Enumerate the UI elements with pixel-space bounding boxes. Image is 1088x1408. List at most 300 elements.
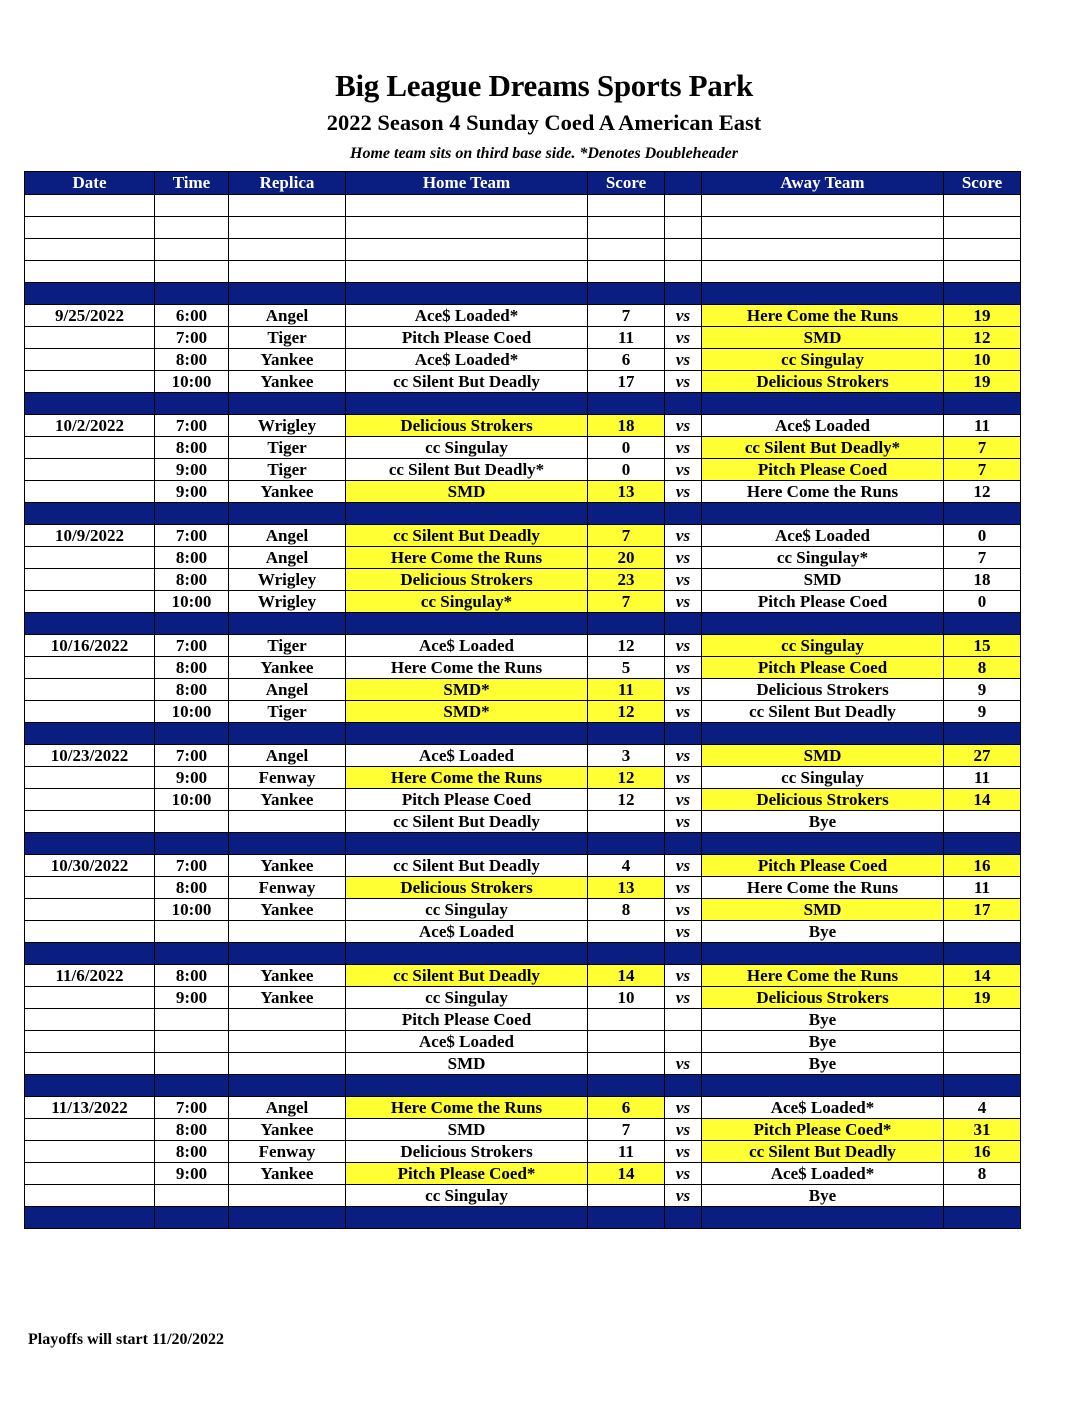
cell-away-score: 17 [944, 899, 1021, 921]
cell-date [25, 1031, 155, 1053]
cell-time: 8:00 [155, 437, 229, 459]
cell-date [25, 811, 155, 833]
cell-away-score: 31 [944, 1119, 1021, 1141]
separator-cell [702, 613, 944, 635]
cell-away-team: Ace$ Loaded [702, 415, 944, 437]
cell-away-team: Delicious Strokers [702, 371, 944, 393]
cell-time: 10:00 [155, 371, 229, 393]
cell-away-team: Here Come the Runs [702, 965, 944, 987]
separator-cell [229, 833, 346, 855]
game-row [25, 569, 1021, 591]
cell-home-score [588, 921, 665, 943]
schedule-body [25, 195, 1021, 1229]
cell-date [25, 921, 155, 943]
cell-home-score: 3 [588, 745, 665, 767]
cell-replica: Fenway [229, 877, 346, 899]
cell-home-score [588, 1031, 665, 1053]
cell-away-score: 12 [944, 327, 1021, 349]
cell-date [25, 767, 155, 789]
separator-cell [25, 613, 155, 635]
game-row [25, 1141, 1021, 1163]
separator-cell [25, 723, 155, 745]
cell-away-team: Bye [702, 1053, 944, 1075]
week-separator-row [25, 393, 1021, 415]
cell-vs: vs [665, 701, 702, 723]
cell-replica: Angel [229, 547, 346, 569]
cell-home-team: Ace$ Loaded* [346, 305, 588, 327]
page-subtitle: 2022 Season 4 Sunday Coed A American East [326, 110, 762, 135]
cell-away-score: 11 [944, 415, 1021, 437]
cell-away-score: 19 [944, 371, 1021, 393]
cell-date [25, 1163, 155, 1185]
cell-replica [229, 1009, 346, 1031]
cell-away-team: cc Silent But Deadly [702, 701, 944, 723]
cell-home-team: Pitch Please Coed [346, 789, 588, 811]
cell-home-score: 13 [588, 877, 665, 899]
cell-vs [665, 1009, 702, 1031]
game-row [25, 305, 1021, 327]
col-replica: Replica [229, 172, 346, 195]
cell-replica: Yankee [229, 481, 346, 503]
cell-home-team [346, 239, 588, 261]
footer-note: Playoffs will start 11/20/2022 [28, 1331, 224, 1348]
separator-cell [702, 943, 944, 965]
cell-time: 9:00 [155, 481, 229, 503]
game-row [25, 877, 1021, 899]
cell-replica [229, 1185, 346, 1207]
cell-away-team: Ace$ Loaded* [702, 1163, 944, 1185]
cell-away-team: Bye [702, 921, 944, 943]
cell-vs: vs [665, 1141, 702, 1163]
cell-away-score [944, 921, 1021, 943]
cell-replica: Yankee [229, 1119, 346, 1141]
separator-cell [588, 283, 665, 305]
cell-away-team: cc Singulay [702, 349, 944, 371]
cell-replica: Yankee [229, 855, 346, 877]
separator-cell [346, 943, 588, 965]
cell-home-team: SMD* [346, 679, 588, 701]
cell-time: 8:00 [155, 349, 229, 371]
separator-cell [665, 393, 702, 415]
cell-date: 10/23/2022 [25, 745, 155, 767]
game-row [25, 921, 1021, 943]
cell-replica [229, 811, 346, 833]
game-row [25, 1053, 1021, 1075]
cell-vs: vs [665, 569, 702, 591]
cell-away-score: 19 [944, 305, 1021, 327]
cell-time [155, 217, 229, 239]
cell-home-team: Ace$ Loaded [346, 921, 588, 943]
separator-cell [588, 1207, 665, 1229]
cell-away-score [944, 239, 1021, 261]
cell-away-score [944, 1053, 1021, 1075]
cell-home-team: Ace$ Loaded [346, 745, 588, 767]
cell-home-score: 14 [588, 1163, 665, 1185]
cell-date: 10/9/2022 [25, 525, 155, 547]
cell-home-score: 7 [588, 1119, 665, 1141]
separator-cell [155, 723, 229, 745]
separator-cell [702, 283, 944, 305]
cell-replica: Yankee [229, 899, 346, 921]
cell-away-team: cc Singulay [702, 635, 944, 657]
separator-cell [25, 503, 155, 525]
cell-date: 9/25/2022 [25, 305, 155, 327]
cell-vs: vs [665, 965, 702, 987]
cell-replica [229, 921, 346, 943]
game-row [25, 679, 1021, 701]
cell-time: 10:00 [155, 789, 229, 811]
cell-home-team: cc Singulay* [346, 591, 588, 613]
cell-vs: vs [665, 525, 702, 547]
game-row [25, 657, 1021, 679]
cell-home-score: 6 [588, 1097, 665, 1119]
cell-home-team: Here Come the Runs [346, 657, 588, 679]
cell-time [155, 1009, 229, 1031]
cell-time: 9:00 [155, 459, 229, 481]
separator-cell [155, 613, 229, 635]
game-row [25, 591, 1021, 613]
week-separator-row [25, 613, 1021, 635]
cell-away-score: 9 [944, 679, 1021, 701]
cell-time: 8:00 [155, 547, 229, 569]
cell-replica: Fenway [229, 767, 346, 789]
cell-replica: Tiger [229, 635, 346, 657]
cell-home-team: cc Singulay [346, 987, 588, 1009]
cell-home-team: Pitch Please Coed [346, 1009, 588, 1031]
separator-cell [588, 503, 665, 525]
separator-cell [702, 833, 944, 855]
col-away-team: Away Team [702, 172, 944, 195]
cell-replica: Angel [229, 679, 346, 701]
cell-vs [665, 239, 702, 261]
cell-away-score: 7 [944, 547, 1021, 569]
cell-home-team: Here Come the Runs [346, 1097, 588, 1119]
game-row [25, 261, 1021, 283]
game-row [25, 789, 1021, 811]
cell-away-score [944, 1185, 1021, 1207]
separator-cell [155, 393, 229, 415]
cell-date [25, 899, 155, 921]
cell-away-score: 27 [944, 745, 1021, 767]
cell-date [25, 481, 155, 503]
cell-home-team: Here Come the Runs [346, 767, 588, 789]
cell-away-team: cc Singulay [702, 767, 944, 789]
cell-date [25, 679, 155, 701]
cell-replica: Angel [229, 305, 346, 327]
cell-home-score: 17 [588, 371, 665, 393]
cell-home-team: cc Silent But Deadly* [346, 459, 588, 481]
cell-date [25, 217, 155, 239]
cell-time: 6:00 [155, 305, 229, 327]
separator-cell [155, 283, 229, 305]
separator-cell [944, 613, 1021, 635]
cell-away-score: 10 [944, 349, 1021, 371]
col-home-score: Score [588, 172, 665, 195]
separator-cell [346, 1075, 588, 1097]
cell-time [155, 811, 229, 833]
game-row [25, 371, 1021, 393]
cell-home-score [588, 261, 665, 283]
cell-date [25, 987, 155, 1009]
cell-home-score: 0 [588, 437, 665, 459]
separator-cell [665, 283, 702, 305]
cell-away-team: cc Singulay* [702, 547, 944, 569]
cell-home-team: Here Come the Runs [346, 547, 588, 569]
separator-cell [665, 613, 702, 635]
cell-away-score: 18 [944, 569, 1021, 591]
game-row [25, 811, 1021, 833]
separator-cell [665, 723, 702, 745]
cell-date [25, 261, 155, 283]
col-time: Time [155, 172, 229, 195]
cell-vs: vs [665, 657, 702, 679]
cell-replica: Yankee [229, 1163, 346, 1185]
cell-home-team: SMD [346, 1053, 588, 1075]
cell-date [25, 1141, 155, 1163]
cell-away-team: Pitch Please Coed* [702, 1119, 944, 1141]
cell-date [25, 1009, 155, 1031]
cell-away-team: Ace$ Loaded* [702, 1097, 944, 1119]
separator-cell [588, 833, 665, 855]
separator-cell [665, 503, 702, 525]
cell-home-score: 11 [588, 1141, 665, 1163]
cell-vs: vs [665, 437, 702, 459]
cell-date [25, 789, 155, 811]
cell-time: 9:00 [155, 1163, 229, 1185]
cell-time: 8:00 [155, 657, 229, 679]
cell-away-team: SMD [702, 745, 944, 767]
separator-cell [229, 1075, 346, 1097]
cell-away-team [702, 217, 944, 239]
cell-away-score [944, 217, 1021, 239]
cell-away-team: SMD [702, 327, 944, 349]
cell-replica: Yankee [229, 657, 346, 679]
cell-vs: vs [665, 855, 702, 877]
separator-cell [665, 1075, 702, 1097]
separator-cell [346, 723, 588, 745]
cell-date [25, 459, 155, 481]
schedule-table [24, 171, 1021, 1229]
cell-home-team: Delicious Strokers [346, 415, 588, 437]
cell-time: 10:00 [155, 591, 229, 613]
separator-cell [229, 613, 346, 635]
cell-time: 8:00 [155, 877, 229, 899]
page-note: Home team sits on third base side. *Denotes Doubleheader [350, 145, 738, 162]
cell-home-score: 10 [588, 987, 665, 1009]
cell-home-team: Ace$ Loaded* [346, 349, 588, 371]
cell-home-score [588, 1009, 665, 1031]
cell-vs: vs [665, 459, 702, 481]
cell-vs: vs [665, 1119, 702, 1141]
separator-cell [25, 1207, 155, 1229]
cell-home-team: cc Silent But Deadly [346, 811, 588, 833]
game-row [25, 701, 1021, 723]
cell-time: 9:00 [155, 767, 229, 789]
cell-away-score [944, 811, 1021, 833]
cell-home-team: cc Singulay [346, 899, 588, 921]
cell-replica [229, 261, 346, 283]
cell-vs: vs [665, 415, 702, 437]
cell-away-score: 14 [944, 965, 1021, 987]
cell-home-score: 12 [588, 701, 665, 723]
page-title: Big League Dreams Sports Park [335, 68, 753, 103]
cell-date [25, 327, 155, 349]
cell-away-team: Delicious Strokers [702, 789, 944, 811]
separator-cell [155, 503, 229, 525]
cell-time [155, 1053, 229, 1075]
cell-home-team: cc Silent But Deadly [346, 855, 588, 877]
cell-away-score [944, 1009, 1021, 1031]
separator-cell [229, 723, 346, 745]
separator-cell [25, 1075, 155, 1097]
cell-home-team: cc Silent But Deadly [346, 965, 588, 987]
cell-time: 7:00 [155, 525, 229, 547]
game-row [25, 1163, 1021, 1185]
cell-home-team: Delicious Strokers [346, 1141, 588, 1163]
cell-away-team: cc Silent But Deadly [702, 1141, 944, 1163]
cell-away-team: Pitch Please Coed [702, 855, 944, 877]
cell-replica: Angel [229, 745, 346, 767]
game-row [25, 239, 1021, 261]
cell-date: 10/30/2022 [25, 855, 155, 877]
cell-time [155, 261, 229, 283]
separator-cell [944, 393, 1021, 415]
cell-home-team: SMD [346, 1119, 588, 1141]
cell-vs: vs [665, 1185, 702, 1207]
cell-date: 11/13/2022 [25, 1097, 155, 1119]
cell-date: 10/2/2022 [25, 415, 155, 437]
cell-date: 11/6/2022 [25, 965, 155, 987]
cell-replica: Yankee [229, 987, 346, 1009]
game-row [25, 987, 1021, 1009]
cell-date [25, 657, 155, 679]
cell-home-score: 12 [588, 789, 665, 811]
cell-away-team: cc Silent But Deadly* [702, 437, 944, 459]
cell-away-team: Delicious Strokers [702, 679, 944, 701]
header-row [25, 172, 1021, 195]
separator-cell [155, 943, 229, 965]
separator-cell [702, 723, 944, 745]
cell-vs: vs [665, 745, 702, 767]
cell-away-score: 11 [944, 767, 1021, 789]
cell-home-team [346, 261, 588, 283]
cell-home-score: 11 [588, 327, 665, 349]
cell-vs [665, 261, 702, 283]
cell-away-score [944, 1031, 1021, 1053]
cell-vs: vs [665, 635, 702, 657]
separator-cell [588, 613, 665, 635]
game-row [25, 745, 1021, 767]
cell-replica: Tiger [229, 437, 346, 459]
cell-vs: vs [665, 987, 702, 1009]
cell-vs: vs [665, 591, 702, 613]
cell-vs: vs [665, 1053, 702, 1075]
cell-date [25, 701, 155, 723]
cell-vs: vs [665, 481, 702, 503]
cell-home-team: SMD* [346, 701, 588, 723]
game-row [25, 1185, 1021, 1207]
cell-away-score: 14 [944, 789, 1021, 811]
game-row [25, 195, 1021, 217]
game-row [25, 1031, 1021, 1053]
separator-cell [588, 723, 665, 745]
cell-date [25, 349, 155, 371]
cell-home-score: 13 [588, 481, 665, 503]
cell-home-team: cc Singulay [346, 1185, 588, 1207]
cell-date [25, 371, 155, 393]
separator-cell [702, 1207, 944, 1229]
cell-away-team: Bye [702, 811, 944, 833]
cell-vs: vs [665, 789, 702, 811]
cell-time [155, 1185, 229, 1207]
cell-time: 7:00 [155, 415, 229, 437]
cell-home-score: 6 [588, 349, 665, 371]
cell-home-score: 11 [588, 679, 665, 701]
cell-date [25, 591, 155, 613]
cell-vs: vs [665, 921, 702, 943]
week-separator-row [25, 1075, 1021, 1097]
cell-date [25, 877, 155, 899]
cell-away-score: 12 [944, 481, 1021, 503]
cell-vs: vs [665, 327, 702, 349]
separator-cell [25, 943, 155, 965]
separator-cell [944, 503, 1021, 525]
cell-away-team: Delicious Strokers [702, 987, 944, 1009]
game-row [25, 525, 1021, 547]
cell-home-score: 7 [588, 305, 665, 327]
cell-home-score [588, 239, 665, 261]
cell-vs: vs [665, 371, 702, 393]
cell-date [25, 437, 155, 459]
cell-replica: Wrigley [229, 591, 346, 613]
week-separator-row [25, 283, 1021, 305]
game-row [25, 217, 1021, 239]
cell-away-team: Here Come the Runs [702, 877, 944, 899]
separator-cell [588, 943, 665, 965]
cell-away-score: 4 [944, 1097, 1021, 1119]
cell-away-score: 16 [944, 855, 1021, 877]
separator-cell [25, 393, 155, 415]
cell-away-team [702, 195, 944, 217]
cell-home-score: 18 [588, 415, 665, 437]
cell-date [25, 1119, 155, 1141]
cell-away-team: SMD [702, 899, 944, 921]
cell-home-team: Delicious Strokers [346, 877, 588, 899]
separator-cell [229, 283, 346, 305]
cell-replica [229, 217, 346, 239]
game-row [25, 547, 1021, 569]
cell-home-team: Pitch Please Coed [346, 327, 588, 349]
separator-cell [665, 1207, 702, 1229]
cell-away-score [944, 261, 1021, 283]
cell-time: 8:00 [155, 569, 229, 591]
separator-cell [229, 1207, 346, 1229]
cell-time: 10:00 [155, 701, 229, 723]
separator-cell [665, 943, 702, 965]
cell-replica: Tiger [229, 327, 346, 349]
game-row [25, 855, 1021, 877]
game-row [25, 437, 1021, 459]
cell-home-team: Delicious Strokers [346, 569, 588, 591]
cell-away-score: 0 [944, 525, 1021, 547]
separator-cell [944, 1207, 1021, 1229]
cell-time: 9:00 [155, 987, 229, 1009]
cell-date [25, 1185, 155, 1207]
cell-date [25, 1053, 155, 1075]
cell-away-score: 8 [944, 657, 1021, 679]
cell-date [25, 547, 155, 569]
cell-replica: Wrigley [229, 569, 346, 591]
